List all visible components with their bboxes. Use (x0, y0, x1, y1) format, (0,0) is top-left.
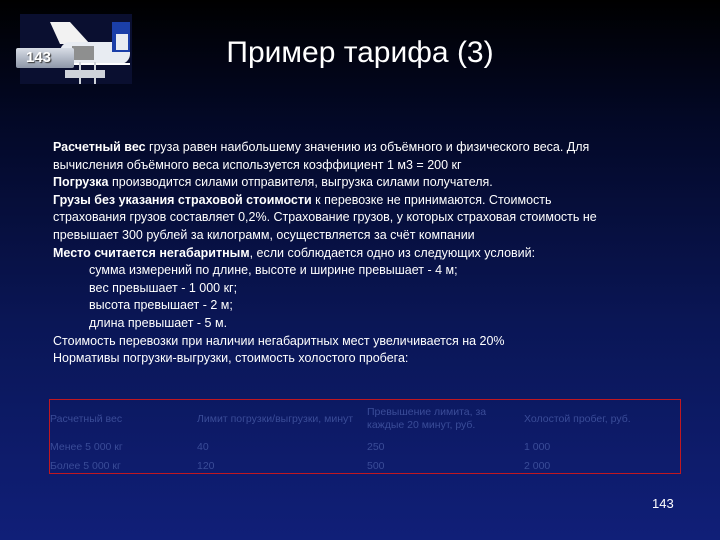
text-insurance: к перевозке не принимаются. Стоимость (311, 192, 552, 207)
paragraph-calc-weight (53, 139, 683, 157)
table-header-cell: Холостой пробег, руб. (524, 412, 631, 425)
table-cell: 250 (367, 441, 385, 453)
paragraph-insurance-cont-2: превышает 300 рублей за килограмм, осуществляется за счёт компании (53, 227, 475, 242)
page-title: Пример тарифа (3) (226, 36, 494, 69)
table-cell: 500 (367, 460, 385, 472)
term-calc-weight: Расчетный вес (53, 140, 146, 154)
page-number: 143 (652, 496, 674, 511)
content-text (53, 139, 683, 368)
table-cell: 2 000 (524, 460, 551, 472)
condition-item: высота превышает - 2 м; (89, 298, 233, 313)
term-insurance: Грузы без указания страховой стоимости (53, 192, 312, 207)
text-oversized: , если соблюдается одно из следующих условий: (249, 245, 536, 260)
tariff-table (50, 400, 680, 476)
term-loading: Погрузка (53, 175, 109, 190)
paragraph-oversized-cost: Стоимость перевозки при наличии негабаритных мест увеличивается на 20% (53, 333, 505, 348)
slide-number-badge: 143 (16, 48, 74, 68)
table-header-cell: Лимит погрузки/выгрузки, минут (197, 412, 354, 425)
table-row (50, 457, 680, 476)
table-header-cell: Расчетный вес (50, 412, 123, 425)
table-header-row (50, 400, 680, 438)
paragraph-oversized (53, 245, 683, 263)
term-oversized: Место считается негабаритным (53, 245, 250, 260)
paragraph-insurance-cont-1: страхования грузов составляет 0,2%. Страхование грузов, у которых страховая стоимость не (53, 210, 597, 225)
table-row (50, 438, 680, 457)
table-header-cell: Превышение лимита, за каждые 20 минут, руб. (367, 406, 487, 431)
text-calc-weight: груза равен наибольшему значению из объёмного и физического веса. Для (145, 140, 590, 154)
paragraph-calc-weight-cont: вычисления объёмного веса используется коэффициент 1 м3 = 200 кг (53, 157, 462, 172)
paragraph-norms: Нормативы погрузки-выгрузки, стоимость холостого пробега: (53, 351, 409, 366)
paragraph-loading (53, 174, 683, 192)
condition-item: сумма измерений по длине, высоте и ширине превышает - 4 м; (89, 263, 458, 278)
condition-item: длина превышает - 5 м. (89, 315, 228, 330)
table-cell: 1 000 (524, 441, 551, 453)
table-cell: 120 (197, 460, 215, 472)
table-cell: Менее 5 000 кг (50, 441, 123, 453)
condition-item: вес превышает - 1 000 кг; (89, 280, 238, 295)
text-loading: производится силами отправителя, выгрузка силами получателя. (108, 175, 493, 190)
table-cell: Более 5 000 кг (50, 460, 121, 472)
paragraph-insurance (53, 192, 683, 210)
table-cell: 40 (197, 441, 209, 453)
